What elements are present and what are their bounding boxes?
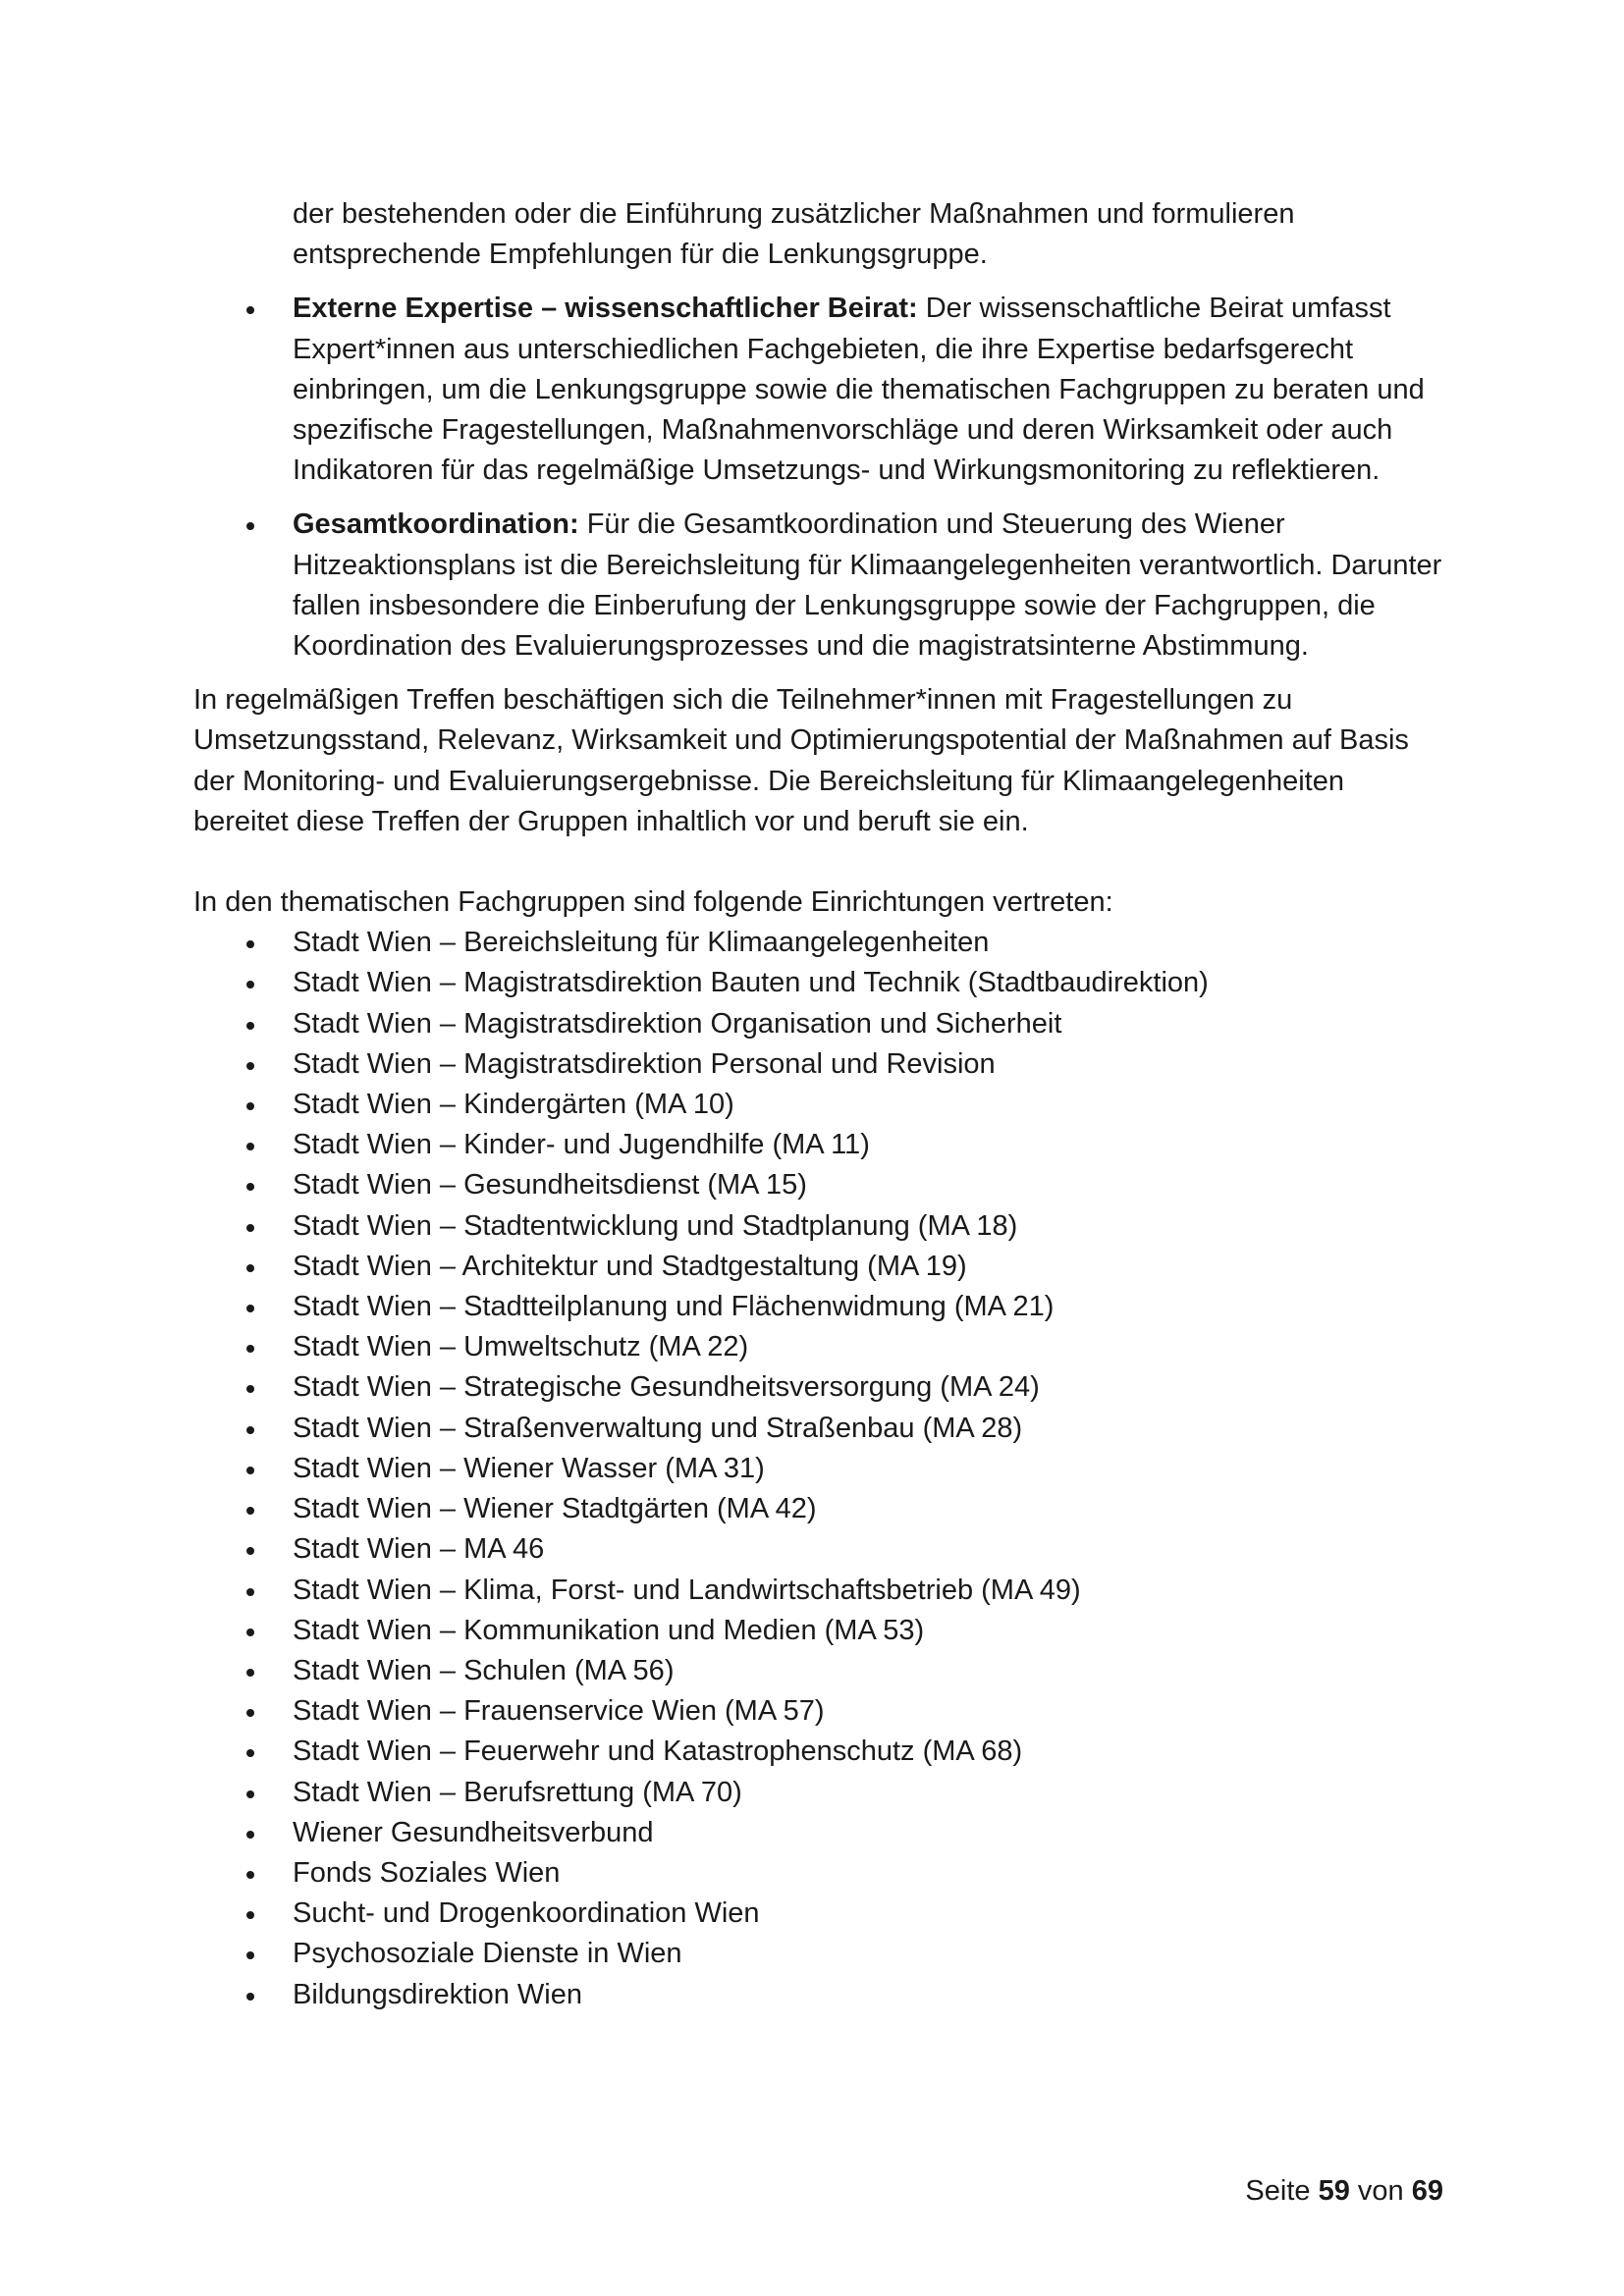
organization-item <box>193 1004 1460 1044</box>
organization-item <box>193 1409 1460 1449</box>
organization-label: Stadt Wien – Kindergärten (MA 10) <box>293 1089 734 1121</box>
organization-label: Stadt Wien – Klima, Forst- und Landwirtschaftsbetrieb (MA 49) <box>293 1574 1081 1606</box>
organization-label: Stadt Wien – Berufsrettung (MA 70) <box>293 1776 742 1808</box>
organization-item <box>193 1044 1460 1085</box>
organization-item <box>193 1813 1460 1853</box>
bullet-icon <box>246 1143 254 1150</box>
organization-item <box>193 1691 1460 1732</box>
list-intro: In den thematischen Fachgruppen sind folgende Einrichtungen vertreten: <box>193 886 1113 919</box>
bullet-icon <box>246 1426 254 1434</box>
bullet-icon <box>246 940 254 948</box>
bullet-icon <box>246 1749 254 1757</box>
bullet-icon <box>246 1062 254 1070</box>
meetings-paragraph: In regelmäßigen Treffen beschäftigen sich die Teilnehmer*innen mit Fragestellungen zu Umsetzungsstand, Relevanz, Wirksamkeit und Optimierungspotential der Maßnahmen auf Basis der Monitoring- und Evaluierungsergebnisse. Die Bereichsleitung für Klimaangelegenheiten bereitet diese Treffen der Gruppen inhaltlich vor und beruft sie ein. <box>193 684 1409 837</box>
organization-label: Stadt Wien – Magistratsdirektion Bauten und Technik (Stadtbaudirektion) <box>293 967 1209 999</box>
item-text: Der wissenschaftliche Beirat umfasst Expert*innen aus unterschiedlichen Fachgebieten, die ihre Expertise bedarfsgerecht einbringen, um die Lenkungsgruppe sowie die thematischen Fachgruppen zu beraten und spezifische Fragestellungen, Maßnahmenvorschläge und deren Wirksamkeit oder auch Indikatoren für das regelmäßige Umsetzungs- und Wirkungsmonitoring zu reflektieren. <box>293 293 1425 487</box>
bullet-icon <box>246 522 254 530</box>
organization-item <box>193 1206 1460 1247</box>
bullet-icon <box>246 1183 254 1191</box>
organization-item <box>193 923 1460 963</box>
continuation-paragraph: der bestehenden oder die Einführung zusätzlicher Maßnahmen und formulieren entsprechende Empfehlungen für die Lenkungsgruppe. <box>293 198 1295 271</box>
organization-item <box>193 1853 1460 1894</box>
bullet-icon <box>246 1305 254 1312</box>
bullet-icon <box>246 1871 254 1879</box>
bullet-icon <box>246 1709 254 1717</box>
organization-label: Stadt Wien – Gesundheitsdienst (MA 15) <box>293 1169 807 1201</box>
bullet-icon <box>246 1993 254 2001</box>
item-term: Externe Expertise – wissenschaftlicher Beirat: <box>293 293 918 325</box>
organization-label: Stadt Wien – Stadtentwicklung und Stadtplanung (MA 18) <box>293 1209 1018 1242</box>
organization-item <box>193 1611 1460 1651</box>
organization-item <box>193 1125 1460 1165</box>
page-content <box>193 194 1460 2015</box>
organization-item <box>193 1651 1460 1691</box>
organization-label: Stadt Wien – Bereichsleitung für Klimaangelegenheiten <box>293 927 990 959</box>
organization-label: Stadt Wien – Wiener Stadtgärten (MA 42) <box>293 1493 817 1525</box>
organization-label: Stadt Wien – Magistratsdirektion Personal und Revision <box>293 1047 996 1080</box>
organization-item <box>193 1732 1460 1772</box>
organization-label: Stadt Wien – Feuerwehr und Katastrophenschutz (MA 68) <box>293 1735 1023 1768</box>
bullet-icon <box>246 1588 254 1596</box>
organization-item <box>193 1367 1460 1408</box>
list-item <box>193 289 1451 491</box>
organization-item <box>193 1287 1460 1327</box>
organization-label: Stadt Wien – MA 46 <box>293 1533 545 1566</box>
organization-label: Wiener Gesundheitsverbund <box>293 1816 654 1848</box>
bullet-icon <box>246 1951 254 1959</box>
bullet-icon <box>246 1022 254 1030</box>
bullet-icon <box>246 1629 254 1636</box>
current-page-number: 59 <box>1318 2175 1350 2207</box>
organization-label: Stadt Wien – Straßenverwaltung und Straßenbau (MA 28) <box>293 1412 1023 1444</box>
footer-separator: von <box>1357 2175 1404 2207</box>
organization-label: Stadt Wien – Magistratsdirektion Organisation und Sicherheit <box>293 1007 1062 1040</box>
governance-list <box>193 289 1460 667</box>
organization-item <box>193 1975 1460 2015</box>
organization-item <box>193 1894 1460 1934</box>
organization-item <box>193 963 1460 1003</box>
organization-label: Stadt Wien – Wiener Wasser (MA 31) <box>293 1452 765 1484</box>
list-item <box>193 505 1451 667</box>
organization-item <box>193 1247 1460 1287</box>
total-pages-number: 69 <box>1411 2175 1443 2207</box>
organization-item <box>193 1529 1460 1570</box>
bullet-icon <box>246 1385 254 1393</box>
organization-label: Stadt Wien – Kommunikation und Medien (MA 53) <box>293 1614 925 1646</box>
organization-item <box>193 1327 1460 1367</box>
bullet-icon <box>246 1911 254 1919</box>
organization-item <box>193 1773 1460 1813</box>
organization-label: Bildungsdirektion Wien <box>293 1978 582 2010</box>
organization-label: Psychosoziale Dienste in Wien <box>293 1938 682 1970</box>
organization-label: Stadt Wien – Strategische Gesundheitsversorgung (MA 24) <box>293 1371 1040 1404</box>
organization-label: Fonds Soziales Wien <box>293 1856 561 1889</box>
bullet-icon <box>246 1790 254 1798</box>
organization-label: Stadt Wien – Schulen (MA 56) <box>293 1654 675 1686</box>
bullet-icon <box>246 1102 254 1110</box>
item-text: Für die Gesamtkoordination und Steuerung des Wiener Hitzeaktionsplans ist die Bereichsleitung für Klimaangelegenheiten verantwortlich. Darunter fallen insbesondere die Einberufung der Lenkungsgruppe sowie der Fachgruppen, die Koordination des Evaluierungsprozesses und die magistratsinterne Abstimmung. <box>293 508 1442 663</box>
footer-prefix: Seite <box>1245 2175 1311 2207</box>
bullet-icon <box>246 1264 254 1272</box>
bullet-icon <box>246 306 254 314</box>
bullet-icon <box>246 1507 254 1515</box>
organization-item <box>193 1085 1460 1125</box>
organization-item <box>193 1165 1460 1205</box>
bullet-icon <box>246 1467 254 1474</box>
spacer <box>193 842 1460 882</box>
organization-label: Stadt Wien – Kinder- und Jugendhilfe (MA 11) <box>293 1129 870 1161</box>
bullet-icon <box>246 1669 254 1677</box>
organization-item <box>193 1449 1460 1489</box>
organization-label: Stadt Wien – Umweltschutz (MA 22) <box>293 1331 749 1363</box>
page-footer <box>1245 2171 1443 2212</box>
organization-label: Sucht- und Drogenkoordination Wien <box>293 1897 760 1930</box>
organizations-list <box>193 923 1460 2014</box>
item-term: Gesamtkoordination: <box>293 508 579 541</box>
organization-label: Stadt Wien – Stadtteilplanung und Flächenwidmung (MA 21) <box>293 1291 1055 1323</box>
bullet-icon <box>246 1547 254 1555</box>
organization-item <box>193 1571 1460 1611</box>
organization-item <box>193 1489 1460 1529</box>
organization-label: Stadt Wien – Frauenservice Wien (MA 57) <box>293 1695 825 1728</box>
bullet-icon <box>246 1345 254 1353</box>
bullet-icon <box>246 981 254 988</box>
bullet-icon <box>246 1224 254 1232</box>
bullet-icon <box>246 1831 254 1839</box>
organization-label: Stadt Wien – Architektur und Stadtgestaltung (MA 19) <box>293 1250 967 1282</box>
organization-item <box>193 1934 1460 1974</box>
